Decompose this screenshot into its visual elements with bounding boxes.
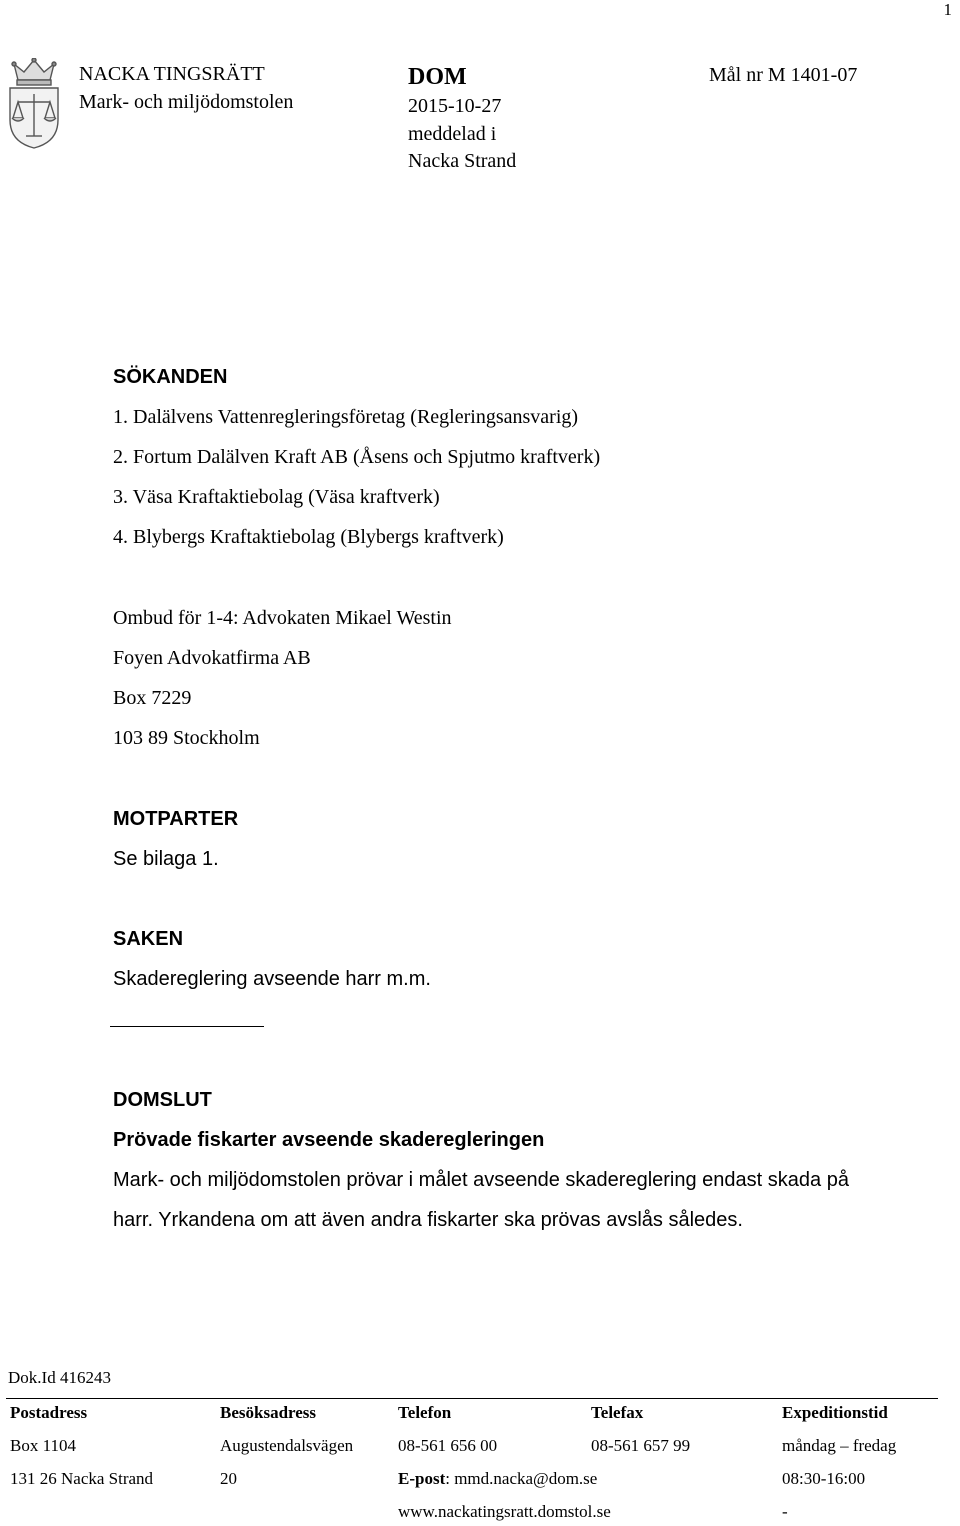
counterparties-text: Se bilaga 1.	[113, 848, 219, 870]
footer-phone-number: 08-561 656 00	[398, 1436, 498, 1455]
applicant-item: 2. Fortum Dalälven Kraft AB (Åsens och Spjutmo kraftverk)	[113, 446, 601, 468]
footer-hours-time: 08:30-16:00	[782, 1469, 866, 1488]
footer-fax-number: 08-561 657 99	[591, 1436, 691, 1455]
representative-line: Box 7229	[113, 687, 192, 709]
court-emblem-icon	[4, 58, 64, 150]
judgment-subheading: Prövade fiskarter avseende skaderegleringen	[113, 1129, 545, 1151]
document-date: 2015-10-27	[408, 95, 502, 117]
footer-visit-line: 20	[220, 1469, 237, 1488]
footer-website-link[interactable]: www.nackatingsratt.domstol.se	[398, 1502, 611, 1521]
court-name: NACKA TINGSRÄTT	[79, 63, 265, 85]
applicants-heading: SÖKANDEN	[113, 366, 228, 388]
footer-divider	[6, 1398, 938, 1399]
footer-email-label: E-post	[398, 1469, 446, 1488]
section-divider	[110, 1026, 264, 1027]
representative-line: Ombud för 1-4: Advokaten Mikael Westin	[113, 607, 452, 629]
document-type: DOM	[408, 64, 467, 90]
footer-hours-label: Expeditionstid	[782, 1403, 888, 1422]
footer-postal-line: 131 26 Nacka Strand	[10, 1469, 154, 1488]
counterparties-heading: MOTPARTER	[113, 808, 239, 830]
representative-line: 103 89 Stockholm	[113, 727, 260, 749]
page-number: 1	[943, 0, 952, 19]
document-id: Dok.Id 416243	[8, 1368, 111, 1387]
footer-visit-line: Augustendalsvägen	[220, 1436, 354, 1455]
footer-phone-label: Telefon	[398, 1403, 452, 1422]
judgment-line: Mark- och miljödomstolen prövar i målet avseende skadereglering endast skada på	[113, 1169, 849, 1191]
applicant-item: 4. Blybergs Kraftaktiebolag (Blybergs kraftverk)	[113, 526, 504, 548]
footer-hours-days: måndag – fredag	[782, 1436, 897, 1455]
footer-visit-label: Besöksadress	[220, 1403, 317, 1422]
footer-postal-line: Box 1104	[10, 1436, 76, 1455]
footer-email-value[interactable]: : mmd.nacka@dom.se	[445, 1469, 598, 1488]
matter-text: Skadereglering avseende harr m.m.	[113, 968, 431, 990]
footer-email[interactable]	[398, 1468, 597, 1490]
matter-heading: SAKEN	[113, 928, 184, 950]
representative-line: Foyen Advokatfirma AB	[113, 647, 311, 669]
judgment-heading: DOMSLUT	[113, 1089, 212, 1111]
delivered-place: Nacka Strand	[408, 150, 517, 172]
case-number: Mål nr M 1401-07	[709, 64, 858, 86]
court-division: Mark- och miljödomstolen	[79, 91, 294, 113]
footer-hours-extra: -	[782, 1502, 788, 1521]
footer-fax-label: Telefax	[591, 1403, 644, 1422]
applicant-item: 3. Väsa Kraftaktiebolag (Väsa kraftverk)	[113, 486, 440, 508]
judgment-line: harr. Yrkandena om att även andra fiskarter ska prövas avslås således.	[113, 1209, 743, 1231]
footer-postal-label: Postadress	[10, 1403, 88, 1422]
delivered-label: meddelad i	[408, 123, 497, 145]
applicant-item: 1. Dalälvens Vattenregleringsföretag (Regleringsansvarig)	[113, 406, 579, 428]
